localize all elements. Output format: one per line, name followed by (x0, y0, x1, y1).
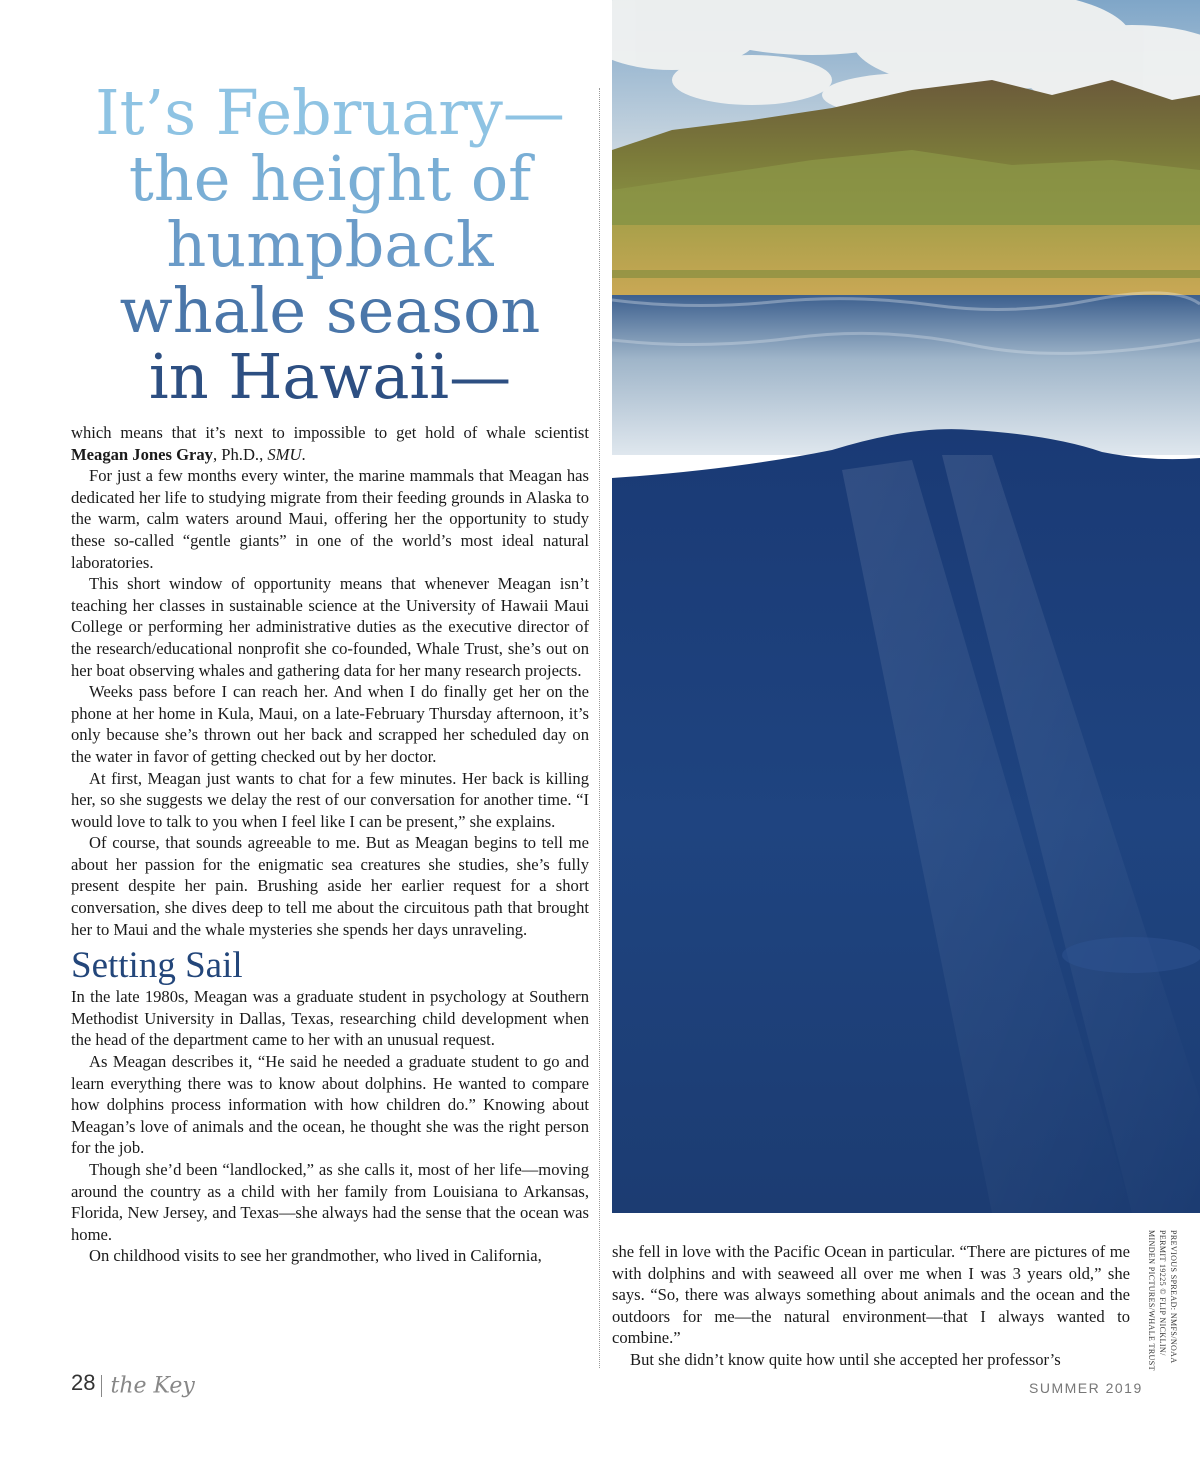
body-paragraph: This short window of opportunity means that whenever Meagan isn’t teaching her classes in sustainable science at the University of Hawaii Maui College or performing her administrative duties as the executive director of the research/educational nonprofit she co-founded, Whale Trust, she’s out on her boat observing whales and gathering data for her many research projects. (71, 574, 589, 680)
headline-line: the height of (128, 142, 532, 215)
photo-credit (1146, 1230, 1186, 1380)
body-paragraph: In the late 1980s, Meagan was a graduate student in psychology at Southern Methodist University in Dallas, Texas, researching child development when the head of the department came to her with an unusual request. (71, 987, 589, 1050)
body-paragraph: Of course, that sounds agreeable to me. But as Meagan begins to tell me about her passion for the enigmatic sea creatures she studies, she’s fully present despite her pain. Brushing aside her earlier request for a short conversation, she dives deep to tell me about the circuitous path that brought her to Maui and the whale mysteries she spends her days unraveling. (71, 833, 589, 939)
magazine-logo: the Key (110, 1373, 195, 1399)
article-column-right (612, 1241, 1130, 1371)
scientist-name: Meagan Jones Gray (71, 444, 213, 464)
body-paragraph: For just a few months every winter, the marine mammals that Meagan has dedicated her life to studying migrate from their feeding grounds in Alaska to the warm, calm waters around Maui, offering her the opportunity to study these so-called “gentle giants” in one of the world’s most ideal natural laboratories. (71, 466, 589, 572)
body-paragraph: she fell in love with the Pacific Ocean in particular. “There are pictures of me with dolphins and with seaweed all over me when I was 3 years old,” she says. “So, there was always something about animals and the ocean and the outdoors for me—the natural environment—that I always wanted to combine.” (612, 1242, 1130, 1348)
body-paragraph: Though she’d been “landlocked,” as she calls it, most of her life—moving around the country as a child with her family from Louisiana to Arkansas, Florida, New Jersey, and Texas—she always had the sense that the ocean was home. (71, 1160, 589, 1244)
issue-date: SUMMER 2019 (1029, 1380, 1143, 1396)
page-number: 28 (71, 1370, 96, 1395)
body-paragraph: Weeks pass before I can reach her. And when I do finally get her on the phone at her home in Kula, Maui, on a late-February Thursday afternoon, it’s only because she’s thrown out her back and scrapped her scheduled day on the water in favor of getting checked out by her doctor. (71, 682, 589, 766)
credit-line: MINDEN PICTURES/WHALE TRUST (1147, 1230, 1156, 1371)
folio-divider (101, 1375, 102, 1397)
article-column-left (71, 422, 589, 1267)
ocean-photo (612, 0, 1200, 1213)
page-footer (71, 1370, 195, 1398)
intro-lead: which means that it’s next to impossible to get hold of whale scientist (71, 423, 589, 442)
body-paragraph: As Meagan describes it, “He said he needed a graduate student to go and learn everything there was to know about dolphins. He wanted to compare how dolphins process information with how children do.” Knowing about Meagan’s love of animals and the ocean, he thought she was the right person for the job. (71, 1052, 589, 1158)
headline-line: humpback (166, 208, 494, 281)
headline (40, 76, 620, 413)
intro-paragraph (71, 422, 589, 465)
headline-line: whale season (119, 274, 541, 347)
body-paragraph: At first, Meagan just wants to chat for a few minutes. Her back is killing her, so she suggests we delay the rest of our conversation for another time. “I would love to talk to you when I feel like I can be present,” she explains. (71, 768, 589, 831)
headline-line: in Hawaii— (148, 340, 512, 413)
headline-line: It’s February— (95, 76, 565, 149)
intro-end: . (301, 444, 306, 464)
school: SMU (267, 444, 302, 464)
credit-line: PREVIOUS SPREAD: NMFS/NOAA (1169, 1230, 1178, 1364)
body-paragraph: On childhood visits to see her grandmother, who lived in California, (89, 1246, 542, 1266)
ocean-photo-illustration (612, 0, 1200, 1213)
column-divider (599, 88, 600, 1368)
section-subhead: Setting Sail (71, 945, 243, 987)
degree: , Ph.D., (212, 444, 268, 464)
body-paragraph: But she didn’t know quite how until she accepted her professor’s (630, 1349, 1061, 1369)
credit-line: PERMIT 19225 © FLIP NICKLIN/ (1158, 1230, 1167, 1356)
